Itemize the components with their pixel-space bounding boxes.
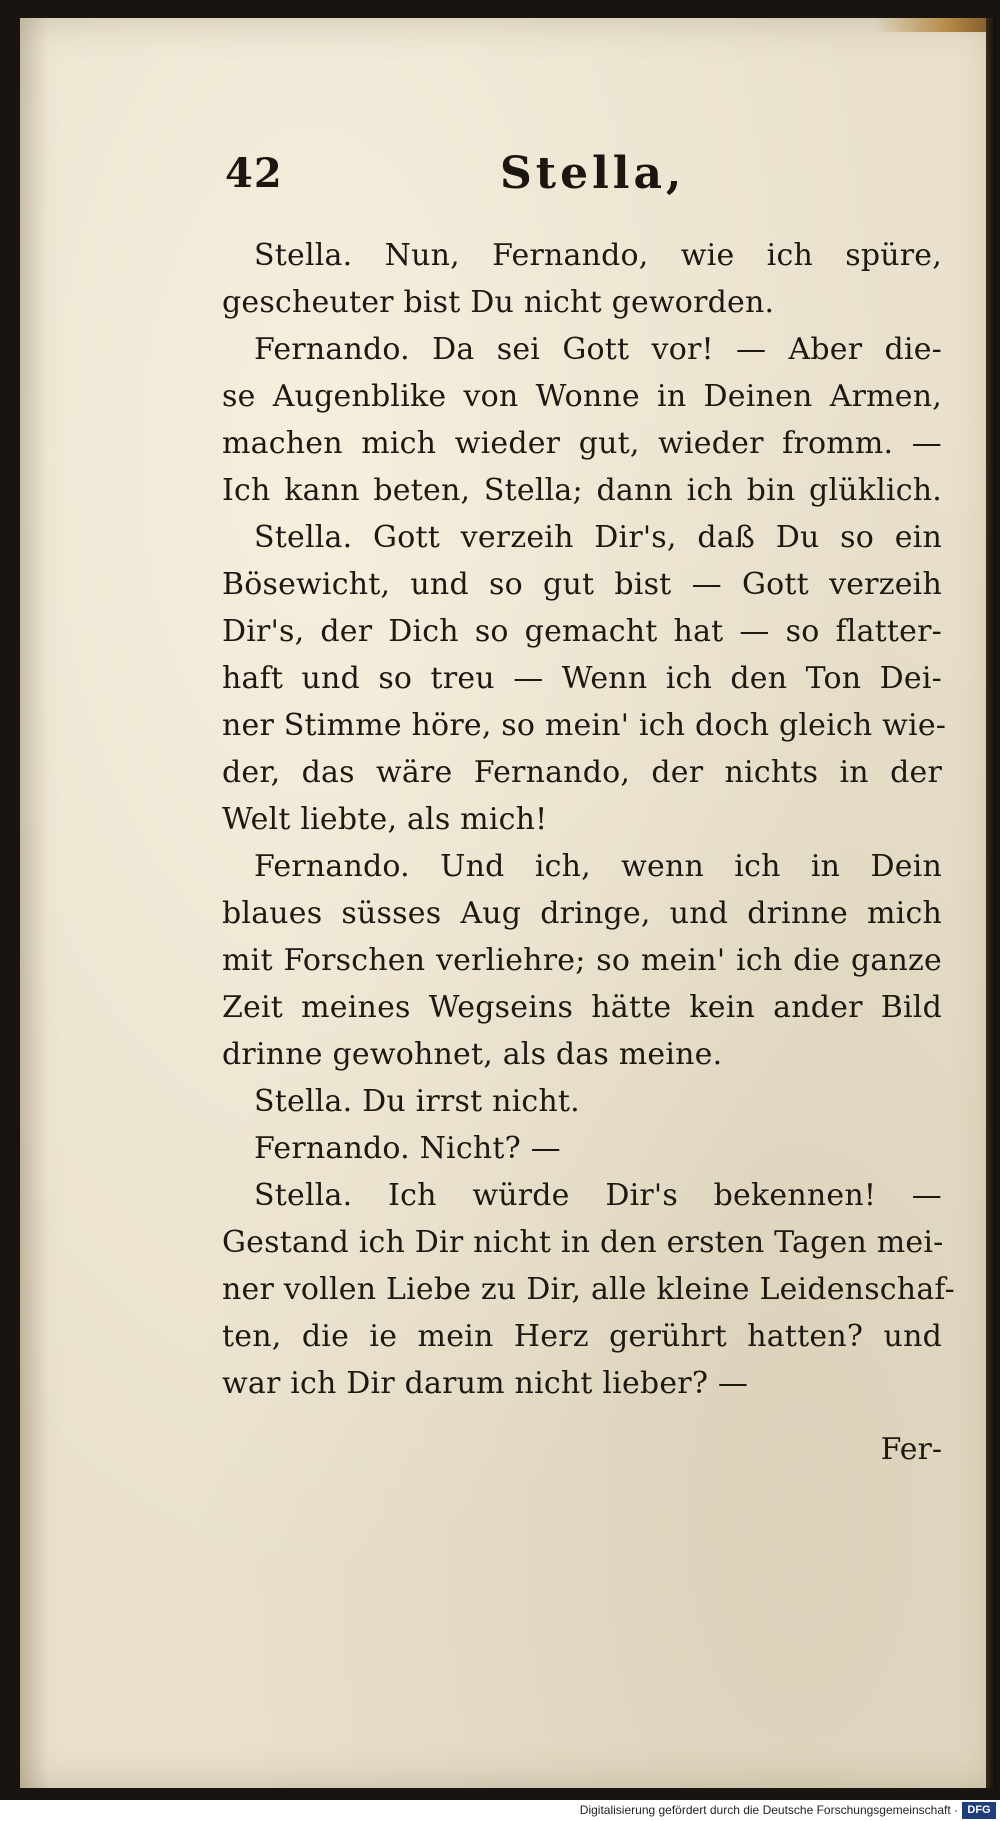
- text-line: Bösewicht, und so gut bist — Gott verzeih: [222, 567, 942, 602]
- text-line: se Augenblike von Wonne in Deinen Armen,: [222, 379, 942, 414]
- text-line: Fernando. Und ich, wenn ich in Dein: [254, 849, 942, 884]
- text-line: Fernando. Da sei Gott vor! — Aber die-: [254, 332, 942, 367]
- text-line: der, das wäre Fernando, der nichts in der: [222, 755, 942, 790]
- text-line: Fernando. Nicht? —: [254, 1131, 561, 1166]
- text-line: Stella. Du irrst nicht.: [254, 1084, 580, 1119]
- text-line: ner Stimme höre, so mein' ich doch gleich wie-: [222, 708, 947, 743]
- dfg-logo: DFG: [962, 1802, 996, 1819]
- text-line: machen mich wieder gut, wieder fromm. —: [222, 426, 942, 461]
- text-line: Stella. Nun, Fernando, wie ich spüre,: [254, 238, 942, 273]
- catchword: Fer-: [880, 1432, 942, 1467]
- text-line: mit Forschen verliehre; so mein' ich die ganze: [222, 943, 942, 978]
- text-line: Stella. Gott verzeih Dir's, daß Du so ein: [254, 520, 942, 555]
- text-line: gescheuter bist Du nicht geworden.: [222, 285, 775, 320]
- page-header: [225, 150, 945, 210]
- page-edge: [986, 18, 996, 1788]
- text-line: Dir's, der Dich so gemacht hat — so flatter-: [222, 614, 942, 649]
- running-title: Stella,: [500, 148, 686, 199]
- edge-stain: [876, 18, 996, 32]
- text-line: war ich Dir darum nicht lieber? —: [222, 1366, 749, 1401]
- funding-credit: Digitalisierung gefördert durch die Deutsche Forschungsgemeinschaft ·: [579, 1803, 958, 1817]
- text-line: Ich kann beten, Stella; dann ich bin glüklich.: [222, 473, 942, 508]
- text-line: Stella. Ich würde Dir's bekennen! —: [254, 1178, 942, 1213]
- page-number: 42: [225, 150, 283, 197]
- body-text: [222, 232, 955, 1407]
- text-line: haft und so treu — Wenn ich den Ton Dei-: [222, 661, 942, 696]
- text-line: Gestand ich Dir nicht in den ersten Tagen mei-: [222, 1225, 944, 1260]
- digitization-footer: [0, 1800, 1000, 1822]
- text-line: drinne gewohnet, als das meine.: [222, 1037, 723, 1072]
- text-line: blaues süsses Aug dringe, und drinne mich: [222, 896, 942, 931]
- text-line: ten, die ie mein Herz gerührt hatten? und: [222, 1319, 942, 1354]
- text-line: ner vollen Liebe zu Dir, alle kleine Leidenschaf-: [222, 1272, 955, 1307]
- text-line: Welt liebte, als mich!: [222, 802, 548, 837]
- text-line: Zeit meines Wegseins hätte kein ander Bild: [222, 990, 942, 1025]
